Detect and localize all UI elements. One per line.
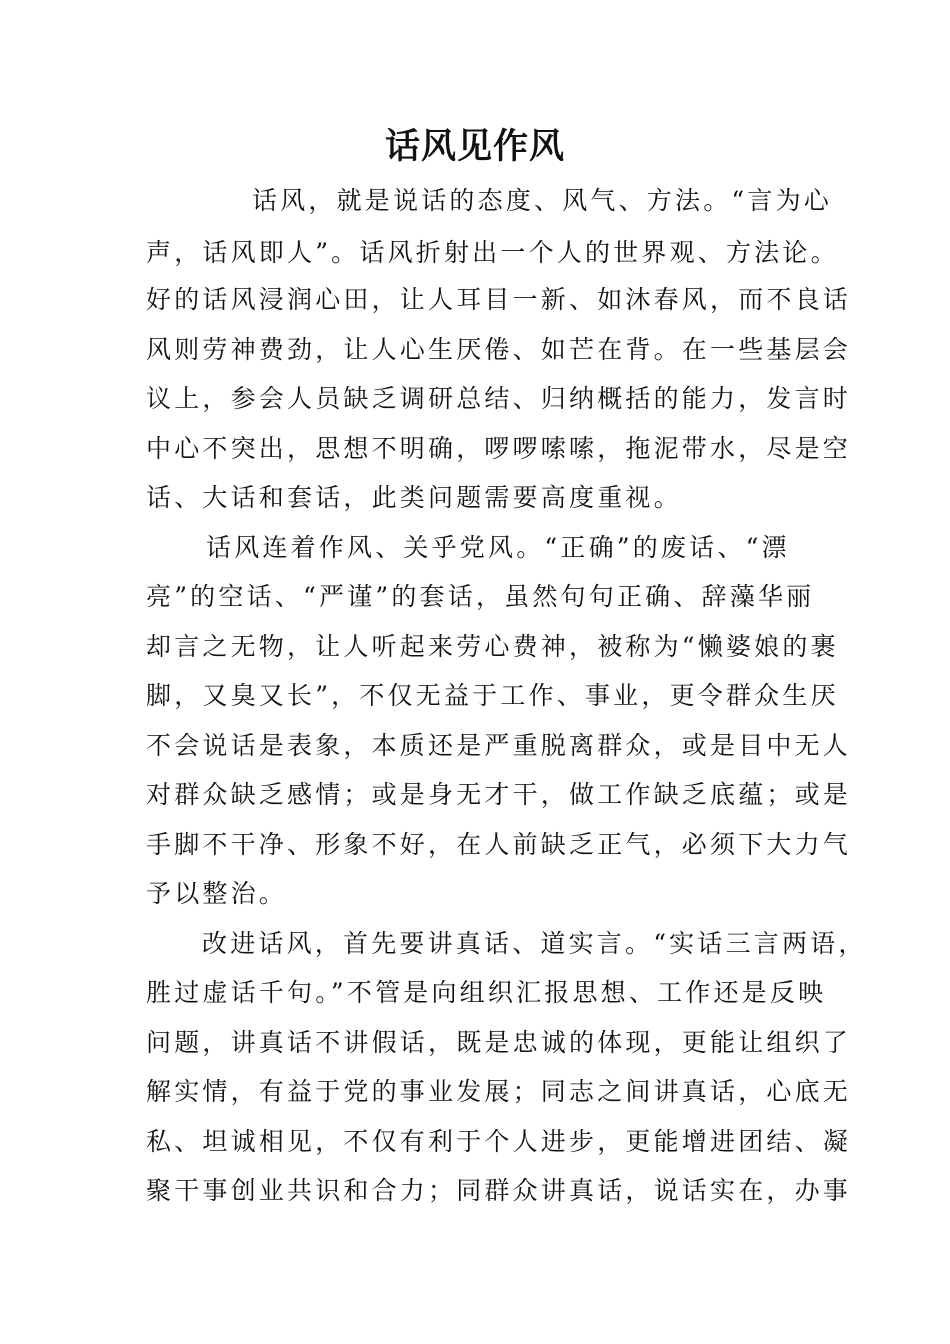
paragraph-2-line-1: 话风连着作风、关乎党风。“正确”的废话、“漂	[206, 533, 790, 562]
paragraph-1-line-2: 声，话风即人”。话风折射出一个人的世界观、方法论。	[146, 238, 839, 267]
paragraph-2-line-7: 手脚不干净、形象不好，在人前缺乏正气，必须下大力气	[146, 830, 852, 859]
paragraph-1-line-3: 好的话风浸润心田，让人耳目一新、如沐春风，而不良话	[146, 285, 852, 314]
paragraph-2-line-8: 予以整治。	[146, 879, 288, 908]
paragraph-3-line-3: 问题，讲真话不讲假话，既是忠诚的体现，更能让组织了	[146, 1028, 852, 1057]
paragraph-3-line-1: 改进话风，首先要讲真话、道实言。“实话三言两语，	[202, 929, 867, 958]
paragraph-1-line-5: 议上，参会人员缺乏调研总结、归纳概括的能力，发言时	[146, 384, 852, 413]
paragraph-2-line-2: 亮”的空话、“严谨”的套话，虽然句句正确、辞藻华丽	[146, 582, 815, 611]
paragraph-2-line-5: 不会说话是表象，本质还是严重脱离群众，或是目中无人	[146, 731, 852, 760]
paragraph-2-line-6: 对群众缺乏感情；或是身无才干，做工作缺乏底蕴；或是	[146, 780, 852, 809]
paragraph-3-line-5: 私、坦诚相见，不仅有利于个人进步，更能增进团结、凝	[146, 1127, 852, 1156]
paragraph-3-line-2: 胜过虚话千句。”不管是向组织汇报思想、工作还是反映	[146, 978, 827, 1007]
paragraph-1-line-7: 话、大话和套话，此类问题需要高度重视。	[146, 483, 682, 512]
paragraph-2-line-4: 脚，又臭又长”，不仅无益于工作、事业，更令群众生厌	[146, 681, 839, 710]
paragraph-1-line-4: 风则劳神费劲，让人心生厌倦、如芒在背。在一些基层会	[146, 335, 852, 364]
document-title: 话风见作风	[384, 126, 565, 167]
paragraph-1-line-1: 话风，就是说话的态度、风气、方法。“言为心	[252, 186, 832, 215]
paragraph-3-line-4: 解实情，有益于党的事业发展；同志之间讲真话，心底无	[146, 1077, 852, 1106]
paragraph-1-line-6: 中心不突出，思想不明确，啰啰嗦嗦，拖泥带水，尽是空	[146, 434, 852, 463]
paragraph-2-line-3: 却言之无物，让人听起来劳心费神，被称为“懒婆娘的裹	[146, 632, 839, 661]
paragraph-3-line-6: 聚干事创业共识和合力；同群众讲真话，说话实在，办事	[146, 1176, 852, 1205]
